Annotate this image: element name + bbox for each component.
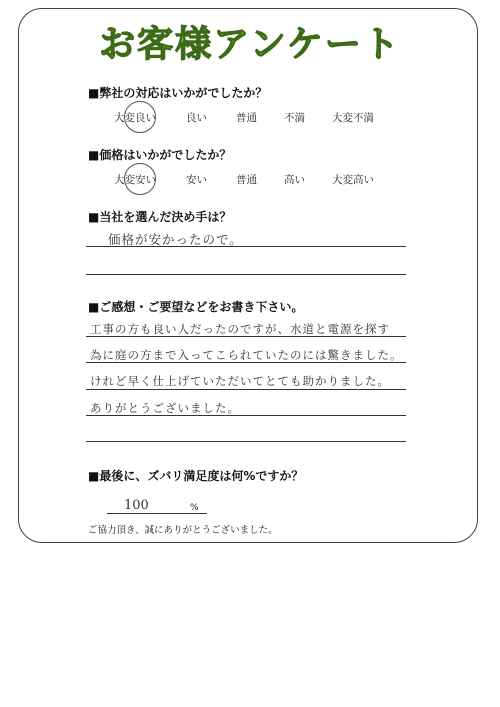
comment-line-2: 為に庭の方まで入ってこられていたのには驚きました。: [90, 348, 403, 362]
service-selected-circle: [124, 101, 156, 133]
closing-message: ご協力頂き、誠にありがとうございました。: [88, 525, 278, 536]
reason-rule-1: [86, 246, 406, 247]
service-option-1[interactable]: 大変良い: [114, 112, 156, 124]
reason-answer-line-1: 価格が安かったので。: [108, 232, 243, 247]
comment-rule-5: [86, 441, 406, 442]
survey-title: お客様アンケート: [99, 24, 401, 65]
price-option-3[interactable]: 普通: [236, 174, 257, 186]
comment-rule-1: [86, 336, 406, 337]
question-comments: ■ご感想・ご要望などをお書き下さい。: [88, 300, 304, 314]
price-option-4[interactable]: 高い: [284, 174, 305, 186]
comment-line-3: けれど早く仕上げていただいてとても助かりました。: [90, 374, 390, 388]
price-selected-circle: [124, 163, 156, 195]
question-price: ■価格はいかがでしたか？: [88, 148, 232, 162]
question-satisfaction: ■最後に、ズバリ満足度は何%ですか？: [88, 469, 304, 483]
price-option-1[interactable]: 大変安い: [114, 174, 156, 186]
satisfaction-unit: %: [190, 503, 199, 513]
price-option-2[interactable]: 安い: [186, 174, 207, 186]
comment-line-4: ありがとうございました。: [90, 401, 240, 415]
service-option-5[interactable]: 大変不満: [332, 112, 374, 124]
service-option-2[interactable]: 良い: [186, 112, 207, 124]
satisfaction-value: 100: [124, 498, 149, 513]
question-reason: ■当社を選んだ決め手は？: [88, 210, 232, 224]
service-option-4[interactable]: 不満: [284, 112, 305, 124]
comment-rule-3: [86, 389, 406, 390]
comment-line-1: 工事の方も良い人だったのですが、水道と電源を探す: [90, 322, 390, 336]
question-service: ■弊社の対応はいかがでしたか？: [88, 86, 268, 100]
satisfaction-rule: [107, 513, 207, 514]
comment-rule-2: [86, 362, 406, 363]
comment-rule-4: [86, 415, 406, 416]
reason-rule-2: [86, 274, 406, 275]
price-option-5[interactable]: 大変高い: [332, 174, 374, 186]
service-option-3[interactable]: 普通: [236, 112, 257, 124]
